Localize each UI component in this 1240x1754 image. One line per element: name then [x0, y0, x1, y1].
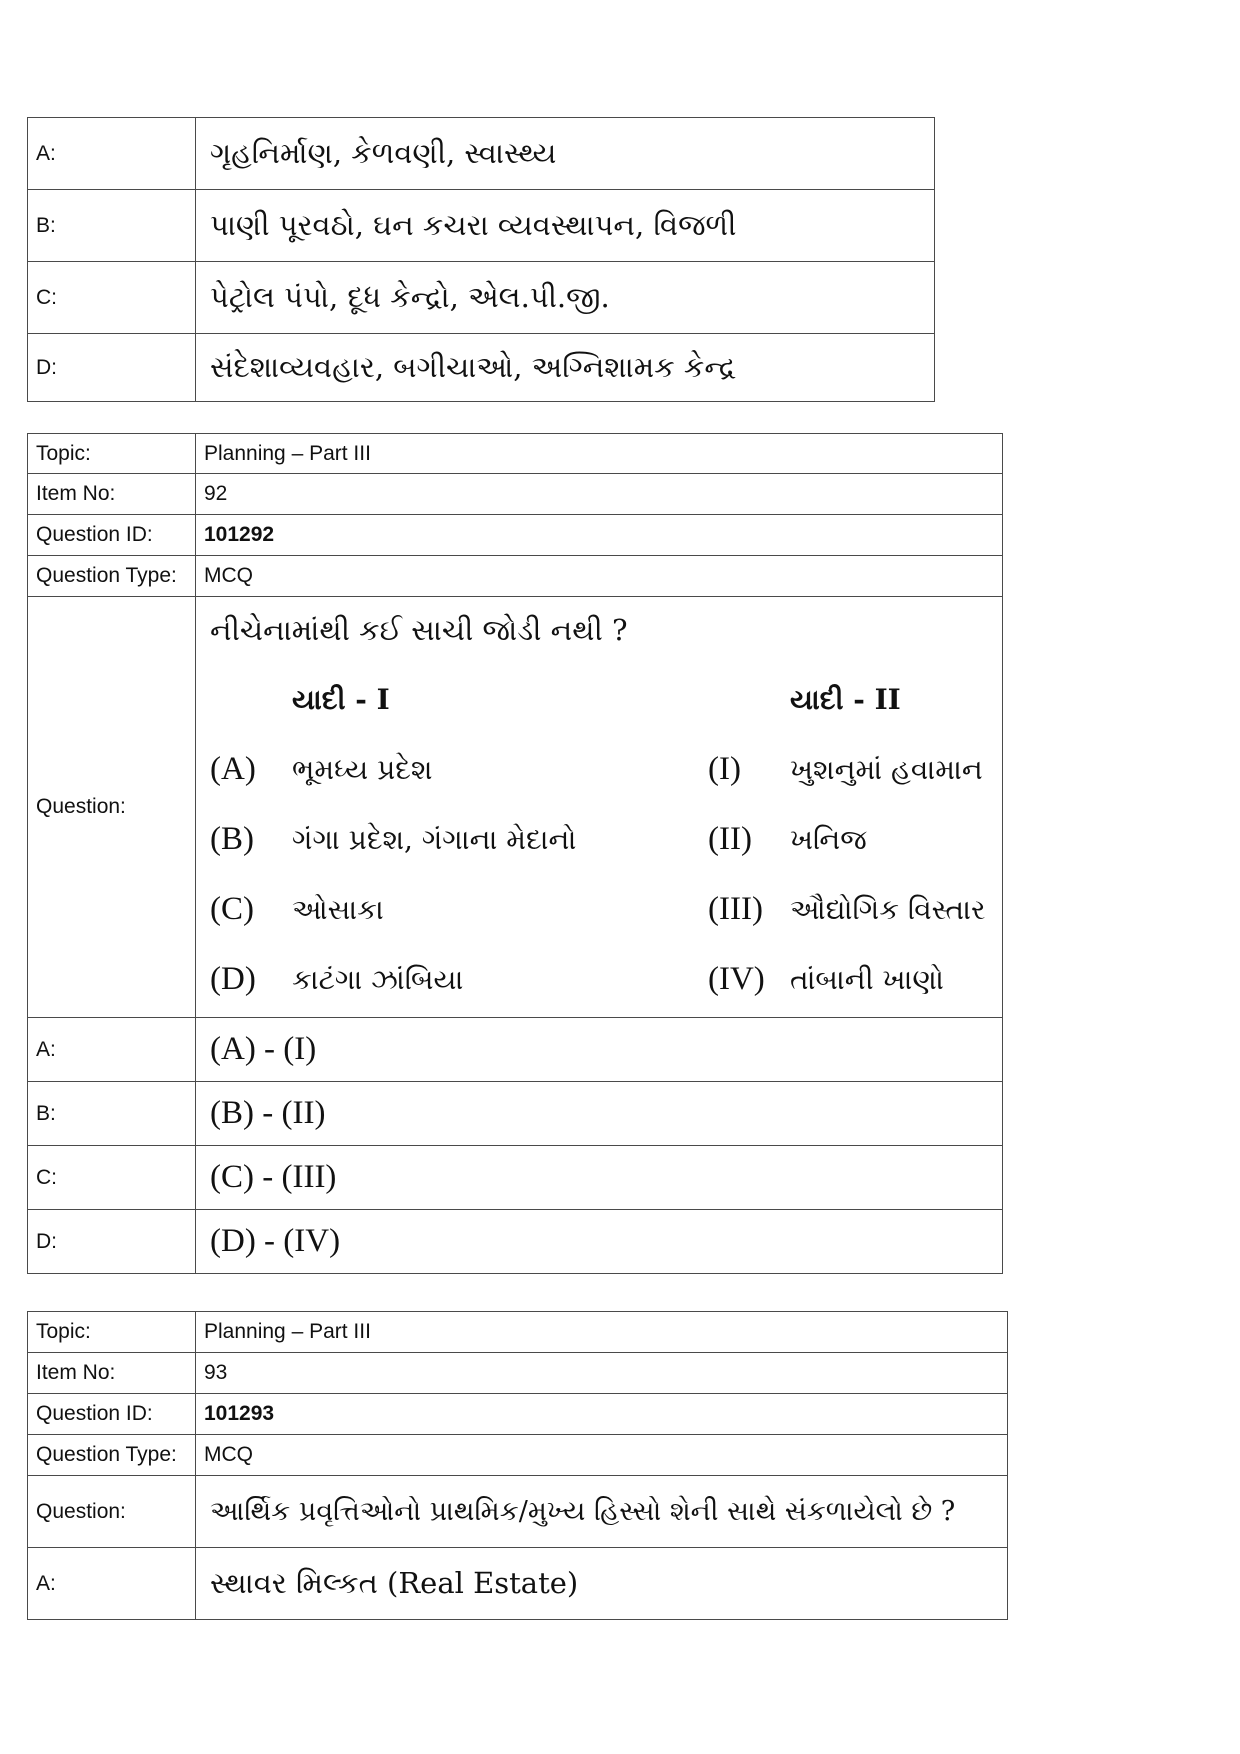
option-row: [28, 1018, 1003, 1082]
option-row: [28, 262, 935, 334]
question-id-label: Question ID:: [28, 515, 196, 556]
option-text: પેટ્રોલ પંપો, દૂધ કેન્દ્રો, એલ.પી.જી.: [196, 262, 935, 334]
list2-text: ખનિજ: [790, 823, 867, 856]
meta-row: [28, 1394, 1008, 1435]
option-text: ગૃહનિર્માણ, કેળવણી, સ્વાસ્થ્ય: [196, 118, 935, 190]
list1-key: (A): [210, 751, 256, 787]
list2-key: (III): [708, 891, 763, 927]
option-text: (C) - (III): [196, 1146, 1003, 1210]
option-row: [28, 190, 935, 262]
question-93-table: [27, 1311, 1008, 1620]
question-type-value: MCQ: [196, 1435, 1008, 1476]
item-no-label: Item No:: [28, 474, 196, 515]
question-text: આર્થિક પ્રવૃત્તિઓનો પ્રાથમિક/મુખ્ય હિસ્સો શેની સાથે સંકળાયેલો છે ?: [196, 1476, 1008, 1548]
item-no-label: Item No:: [28, 1353, 196, 1394]
item-no-value: 93: [196, 1353, 1008, 1394]
question-type-label: Question Type:: [28, 1435, 196, 1476]
topic-label: Topic:: [28, 1312, 196, 1353]
list1-text: ભૂમધ્ય પ્રદેશ: [292, 753, 433, 786]
question-row: [28, 597, 1003, 1018]
question-id-text: 101292: [204, 523, 275, 546]
list1-heading: યાદી - I: [292, 683, 390, 716]
option-row: [28, 1146, 1003, 1210]
option-label: A:: [28, 1548, 196, 1620]
option-text: સ્થાવર મિલ્કત (Real Estate): [196, 1548, 1008, 1620]
list1-text: કાટંગા ઝાંબિયા: [292, 963, 464, 996]
question-content: [196, 597, 1002, 1017]
topic-value: Planning – Part III: [196, 434, 1003, 474]
question-text: નીચેનામાંથી કઈ સાચી જોડી નથી ?: [210, 613, 628, 647]
option-row: [28, 1548, 1008, 1620]
question-id-text: 101293: [204, 1402, 275, 1425]
option-row: [28, 1082, 1003, 1146]
list2-key: (I): [708, 751, 741, 787]
meta-row: [28, 474, 1003, 515]
meta-row: [28, 1353, 1008, 1394]
option-label: C:: [28, 1146, 196, 1210]
question-body: [196, 597, 1003, 1018]
list2-key: (IV): [708, 961, 765, 997]
list1-text: ઓસાકા: [292, 893, 384, 926]
option-label: A:: [28, 1018, 196, 1082]
question-type-label: Question Type:: [28, 556, 196, 597]
list2-text: ઔદ્યોગિક વિસ્તાર: [790, 893, 986, 926]
meta-row: [28, 556, 1003, 597]
list1-key: (B): [210, 821, 254, 857]
option-label: C:: [28, 262, 196, 334]
option-label: B:: [28, 1082, 196, 1146]
option-text: સંદેશાવ્યવહાર, બગીચાઓ, અગ્નિશામક કેન્દ્ર: [196, 334, 935, 402]
option-row: [28, 118, 935, 190]
list1-key: (C): [210, 891, 254, 927]
meta-row: [28, 434, 1003, 474]
meta-row: [28, 1435, 1008, 1476]
option-text: (D) - (IV): [196, 1210, 1003, 1274]
list1-text: ગંગા પ્રદેશ, ગંગાના મેદાનો: [292, 823, 577, 856]
option-text: (A) - (I): [196, 1018, 1003, 1082]
list2-heading: યાદી - II: [790, 683, 901, 716]
option-row: [28, 1210, 1003, 1274]
question-92-table: [27, 433, 1003, 1274]
meta-row: [28, 1312, 1008, 1353]
prev-question-options-table: [27, 117, 935, 402]
option-label: B:: [28, 190, 196, 262]
topic-label: Topic:: [28, 434, 196, 474]
question-label: Question:: [28, 1476, 196, 1548]
question-id-value: [196, 515, 1003, 556]
option-text: (B) - (II): [196, 1082, 1003, 1146]
list2-text: ખુશનુમાં હવામાન: [790, 753, 983, 786]
item-no-value: 92: [196, 474, 1003, 515]
topic-value: Planning – Part III: [196, 1312, 1008, 1353]
option-label: D:: [28, 1210, 196, 1274]
question-id-label: Question ID:: [28, 1394, 196, 1435]
question-label: Question:: [28, 597, 196, 1018]
option-label: D:: [28, 334, 196, 402]
question-row: [28, 1476, 1008, 1548]
option-row: [28, 334, 935, 402]
list1-key: (D): [210, 961, 256, 997]
question-id-value: [196, 1394, 1008, 1435]
question-type-value: MCQ: [196, 556, 1003, 597]
list2-key: (II): [708, 821, 752, 857]
option-label: A:: [28, 118, 196, 190]
list2-text: તાંબાની ખાણો: [790, 963, 944, 996]
option-text: પાણી પૂરવઠો, ઘન કચરા વ્યવસ્થાપન, વિજળી: [196, 190, 935, 262]
meta-row: [28, 515, 1003, 556]
